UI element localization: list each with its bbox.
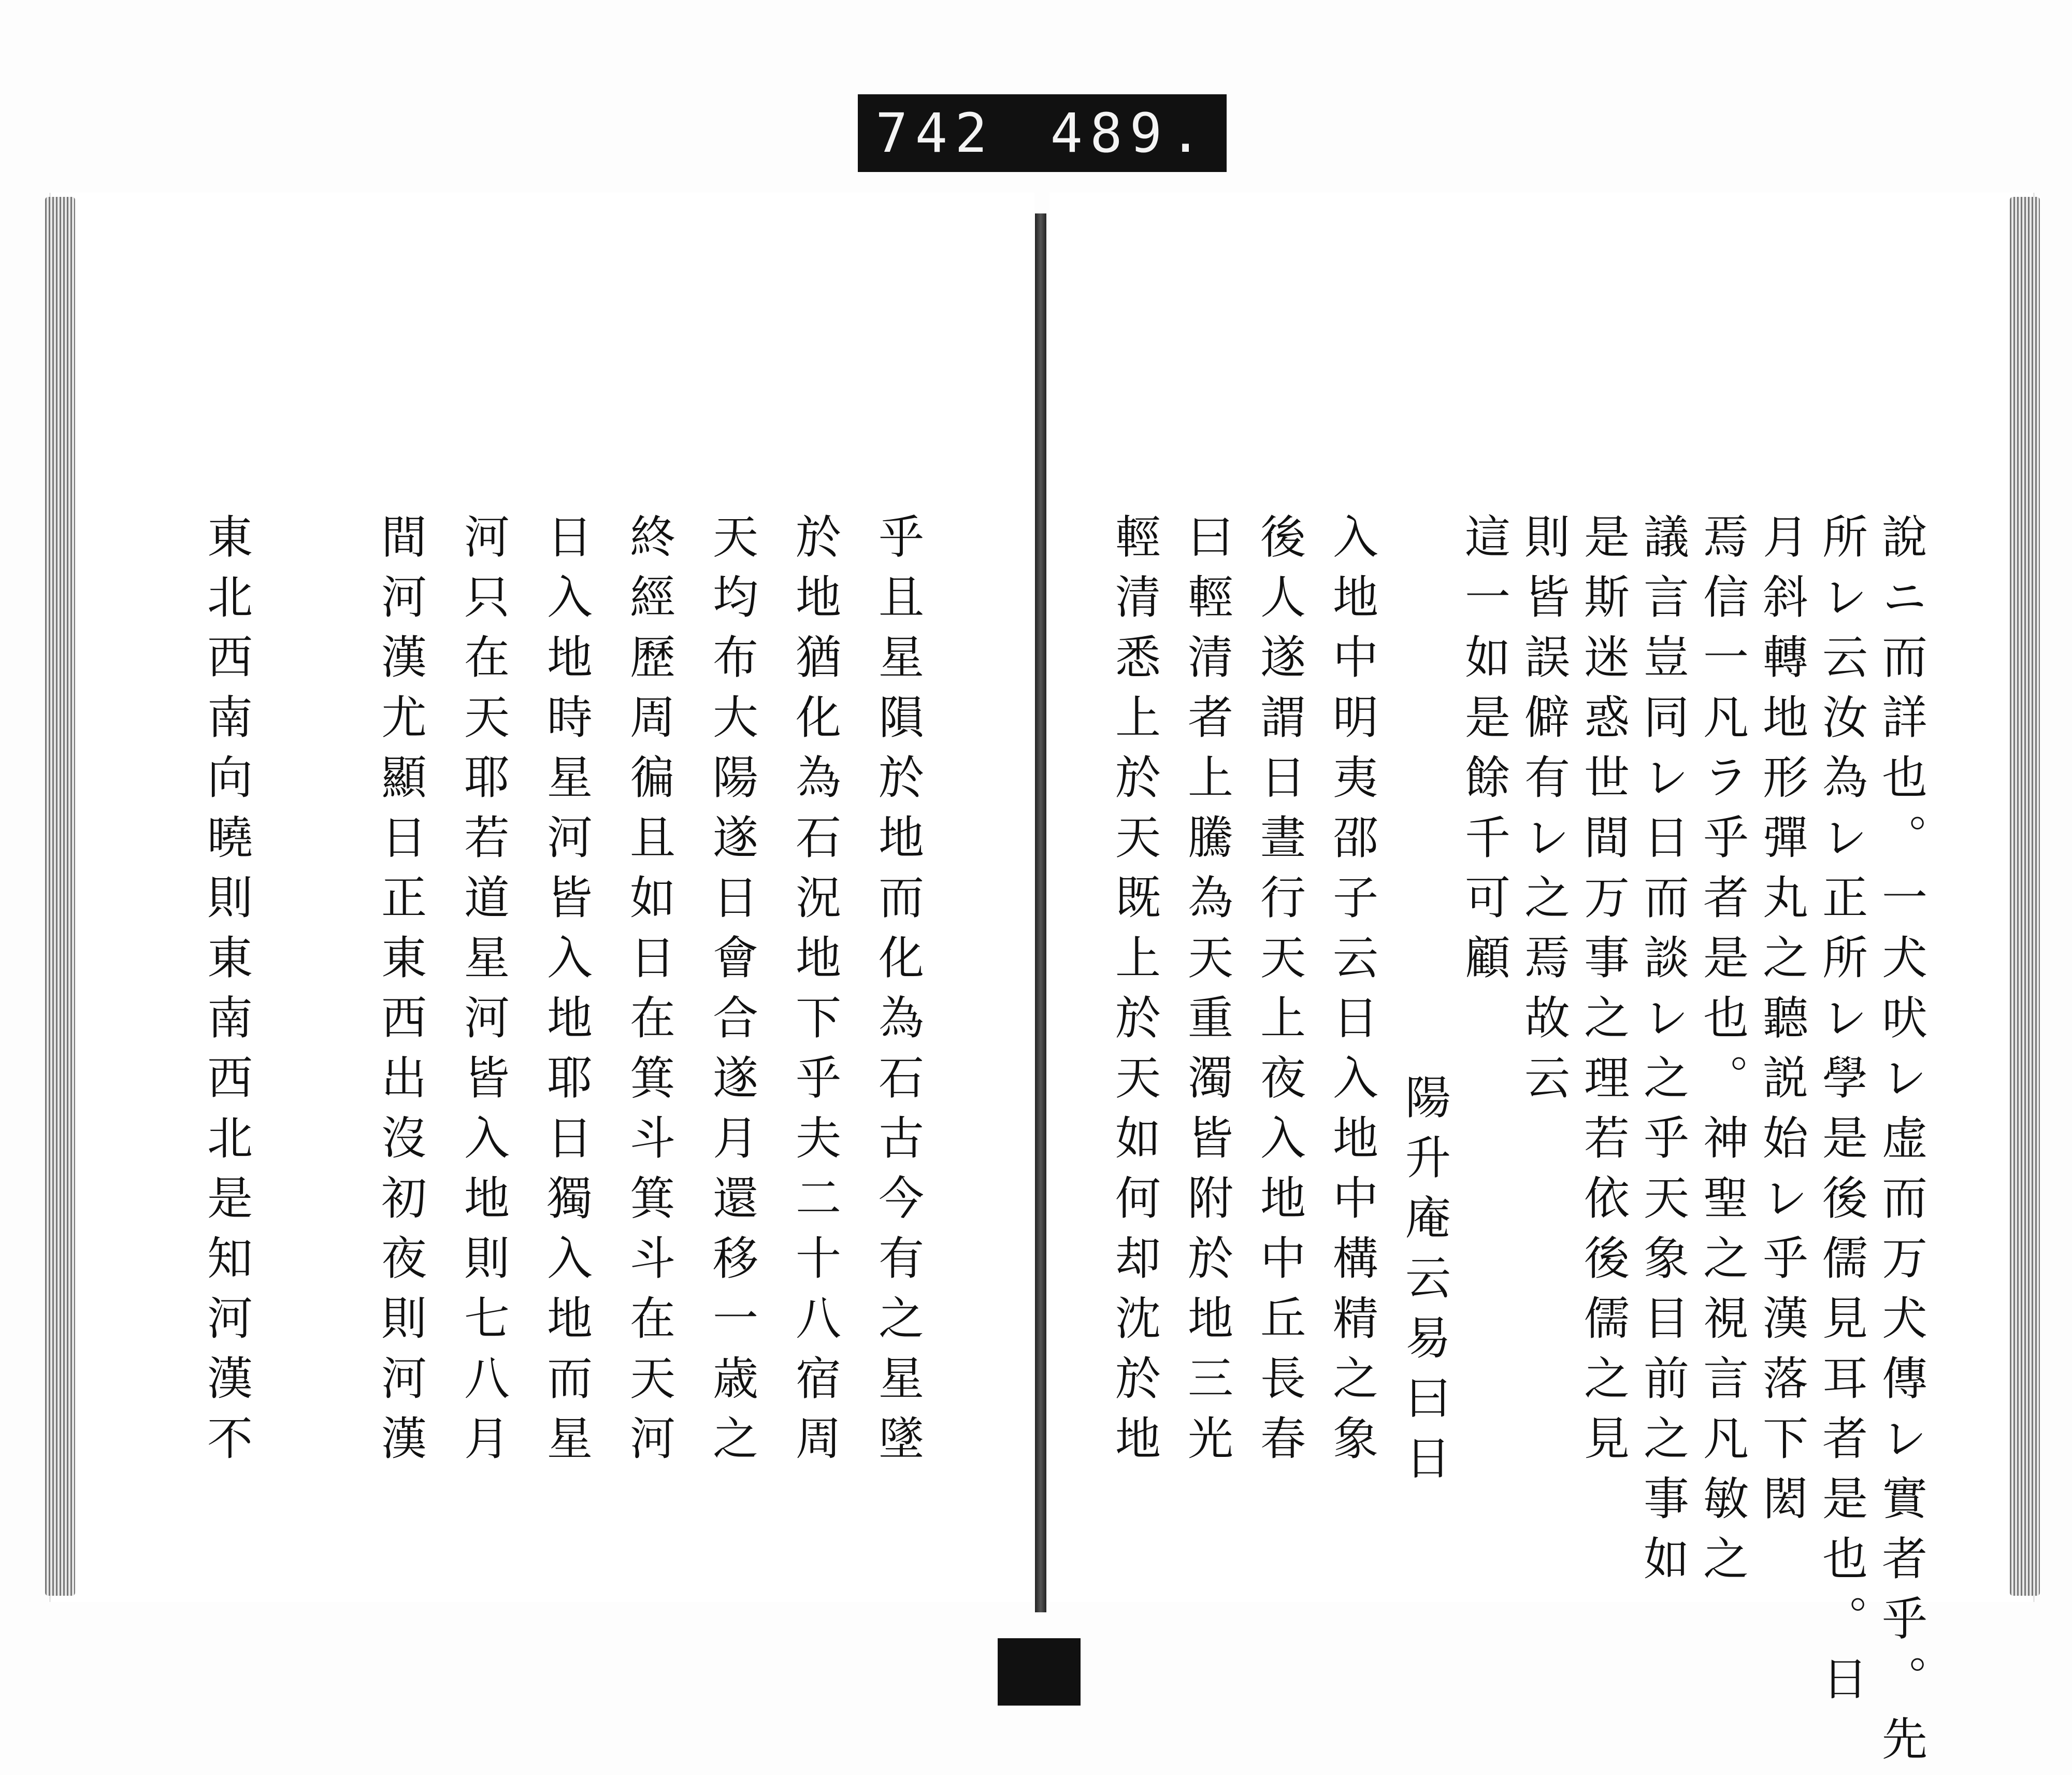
right-column-10: 入地中明夷邵子云日入地中構精之象 xyxy=(1326,513,1379,1475)
right-column-2: 所レ云汝為レ正所レ學是後儒見耳者是也。日 xyxy=(1815,513,1868,1715)
left-column-5: 日入地時星河皆入地耶日獨入地而星 xyxy=(540,513,593,1475)
left-page xyxy=(50,193,1034,1602)
right-column-5: 議言豈同レ日而談レ之乎天象目前之事如 xyxy=(1636,513,1690,1595)
left-column-8: 東北西南向曉則東南西北是知河漢不 xyxy=(200,513,253,1475)
right-column-12: 曰輕清者上騰為天重濁皆附於地三光 xyxy=(1181,513,1234,1475)
left-column-7: 間河漢尤顯日正東西出沒初夜則河漢 xyxy=(374,513,427,1475)
right-column-6: 是斯迷惑世間万事之理若依後儒之見 xyxy=(1577,513,1630,1475)
right-column-7: 則皆誤僻有レ之焉故云 xyxy=(1517,513,1571,1114)
right-column-1: 說ニ而詳也。一犬吠レ虚而万犬傳レ實者乎。先 xyxy=(1875,513,1928,1775)
right-column-9: 陽升庵云易曰日 xyxy=(1398,1073,1451,1494)
right-column-11: 後人遂謂日晝行天上夜入地中丘長春 xyxy=(1253,513,1306,1475)
film-number-right: 489. xyxy=(1050,102,1209,165)
left-page-edge xyxy=(45,197,75,1596)
book-spine-gutter xyxy=(1035,213,1046,1612)
right-page xyxy=(1049,193,2034,1775)
left-column-6: 河只在天耶若道星河皆入地則七八月 xyxy=(457,513,510,1475)
spine-clip xyxy=(998,1638,1081,1706)
left-column-1: 乎且星隕於地而化為石古今有之星墜 xyxy=(871,513,925,1475)
right-page-edge xyxy=(2010,197,2040,1596)
open-book xyxy=(50,193,2034,1775)
right-column-3: 月斜轉地形彈丸之聽説始レ乎漢落下閎 xyxy=(1756,513,1809,1535)
left-column-4: 終經歷周徧且如日在箕斗箕斗在天河 xyxy=(623,513,676,1475)
film-number-left: 742 xyxy=(875,102,995,165)
film-frame-label xyxy=(858,94,1227,172)
left-column-3: 天均布大陽遂日會合遂月還移一歳之 xyxy=(706,513,759,1475)
left-column-2: 於地猶化為石況地下乎夫二十八宿周 xyxy=(788,513,842,1475)
right-column-13: 輕清悉上於天既上於天如何却沈於地 xyxy=(1108,513,1161,1475)
right-column-4: 焉信一凡ラ乎者是也。神聖之視言凡敏之 xyxy=(1696,513,1749,1595)
right-column-8: 這一如是餘千可顧 xyxy=(1458,513,1511,994)
